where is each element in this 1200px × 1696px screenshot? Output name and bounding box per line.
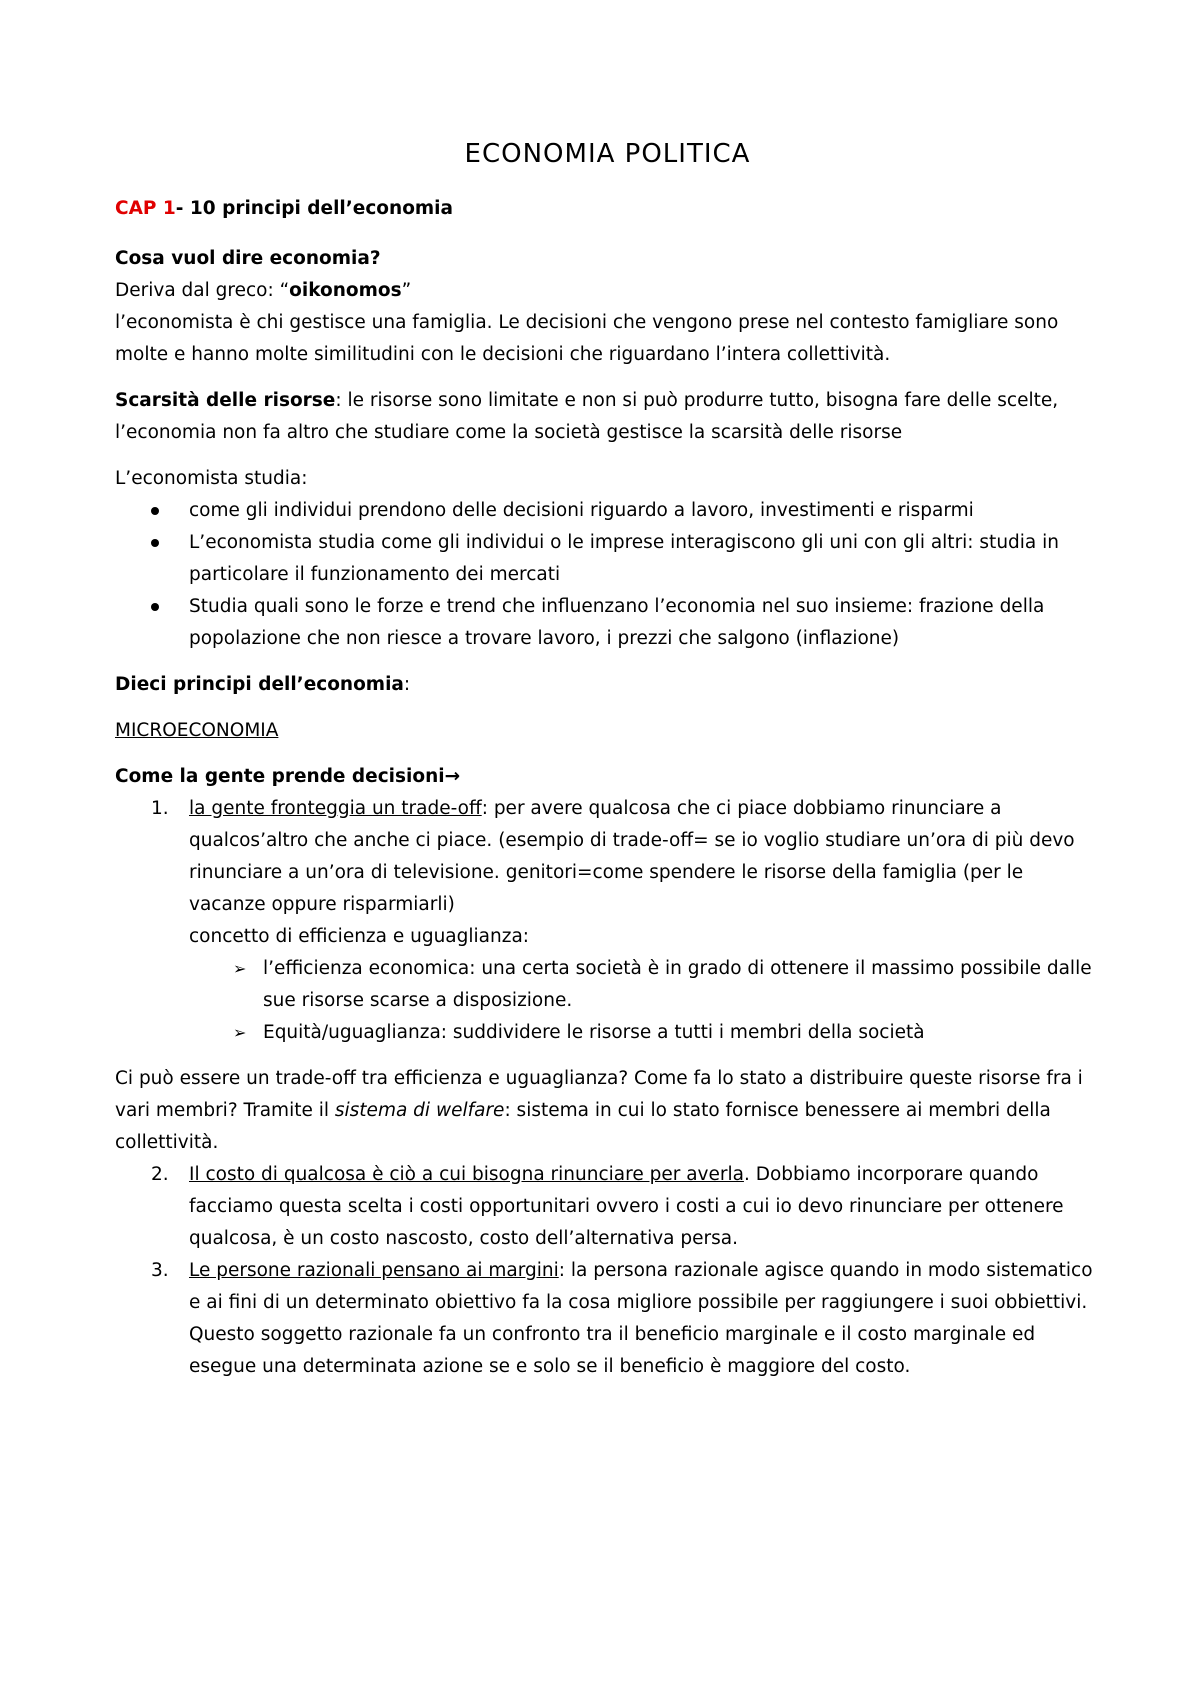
- concetto-line: concetto di efficienza e uguaglianza:: [189, 926, 530, 947]
- principle-number: 3.: [151, 1260, 169, 1281]
- principle-text: : la persona razionale agisce quando in modo sistematico e ai fini di un determinato obiettivo fa la cosa migliore possibile per raggiungere i suoi obbiettivi. Questo soggetto razionale fa un confronto tra il beneficio marginale e il costo marginale ed esegue una determinata azione se e solo se il beneficio è maggiore del costo.: [189, 1260, 1093, 1377]
- subpoints-list: [189, 953, 1100, 1049]
- chapter-heading: [115, 193, 1100, 225]
- subpoint-text: Equità/uguaglianza: suddividere le risorse a tutti i membri della società: [263, 1022, 925, 1043]
- dieci-colon: :: [403, 674, 411, 695]
- subpoint-text: l’efficienza economica: una certa società è in grado di ottenere il massimo possibile dalle sue risorse scarse a disposizione.: [263, 958, 1092, 1011]
- etymology-text: Deriva dal greco: “: [115, 280, 290, 301]
- studia-intro: L’economista studia:: [115, 468, 308, 489]
- welfare-paragraph: [115, 1063, 1100, 1159]
- studia-list: [115, 495, 1100, 655]
- dieci-heading: [115, 669, 1100, 701]
- principle-item-3: [151, 1255, 1100, 1383]
- welfare-text-after: : sistema in cui lo stato fornisce benessere ai membri della collettività.: [115, 1100, 1051, 1153]
- principles-list-1: [115, 793, 1100, 1049]
- chapter-number: CAP 1: [115, 198, 176, 219]
- arrowhead-icon: ➢: [233, 959, 247, 978]
- principle-number: 1.: [151, 798, 169, 819]
- list-item: Studia quali sono le forze e trend che influenzano l’economia nel suo insieme: frazione della popolazione che non riesce a trovare lavoro, i prezzi che salgono (inflazione): [189, 591, 1100, 655]
- principle-text: : per avere qualcosa che ci piace dobbiamo rinunciare a qualcos’altro che anche ci piace. (esempio di trade-off= se io voglio studiare un’ora di più devo rinunciare a un’ora di televisione. genitori=come spendere le risorse della famiglia (per le vacanze oppure risparmiarli): [189, 798, 1075, 915]
- principle-item-1: [151, 793, 1100, 1049]
- definition-paragraph: l’economista è chi gestisce una famiglia. Le decisioni che vengono prese nel contesto famigliare sono molte e hanno molte similitudini con le decisioni che riguardano l’intera collettività.: [115, 312, 1059, 365]
- principles-list-2: [115, 1159, 1100, 1383]
- principle-title: la gente fronteggia un trade-off: [189, 798, 482, 819]
- arrowhead-icon: ➢: [233, 1023, 247, 1042]
- document-title: ECONOMIA POLITICA: [464, 139, 751, 169]
- principle-text: . Dobbiamo incorporare quando facciamo questa scelta i costi opportunitari ovvero i costi a cui io devo rinunciare per ottenere qualcosa, è un costo nascosto, costo dell’alternativa persa.: [189, 1164, 1064, 1249]
- come-heading: [115, 761, 1100, 793]
- principle-title: Il costo di qualcosa è ciò a cui bisogna rinunciare per averla: [189, 1164, 744, 1185]
- list-item: L’economista studia come gli individui o le imprese interagiscono gli uni con gli altri: studia in particolare il funzionamento dei mercati: [189, 527, 1100, 591]
- etymology-word: oikonomos: [289, 280, 402, 301]
- chapter-title: - 10 principi dell’economia: [175, 198, 454, 219]
- etymology-line: [115, 275, 1100, 307]
- arrow-right-icon: →: [444, 766, 461, 787]
- come-text: Come la gente prende decisioni: [115, 766, 445, 787]
- welfare-term: sistema di welfare: [334, 1100, 505, 1121]
- scarsita-paragraph: [115, 385, 1100, 449]
- scarsita-text: : le risorse sono limitate e non si può produrre tutto, bisogna fare delle scelte, l’economia non fa altro che studiare come la società gestisce la scarsità delle risorse: [115, 390, 1059, 443]
- scarsita-label: Scarsità delle risorse: [115, 390, 336, 411]
- dieci-label: Dieci principi dell’economia: [115, 674, 404, 695]
- list-item: [233, 953, 1100, 1017]
- list-item: come gli individui prendono delle decisioni riguardo a lavoro, investimenti e risparmi: [189, 495, 1100, 527]
- question-heading: Cosa vuol dire economia?: [115, 248, 381, 269]
- list-item: [233, 1017, 1100, 1049]
- welfare-text-before: Ci può essere un trade-off tra efficienza e uguaglianza? Come fa lo stato a distribuire queste risorse fra i vari membri? Tramite il: [115, 1068, 1083, 1121]
- principle-number: 2.: [151, 1164, 169, 1185]
- micro-heading: MICROECONOMIA: [115, 720, 279, 741]
- etymology-close-quote: ”: [401, 280, 412, 301]
- principle-item-2: [151, 1159, 1100, 1255]
- principle-title: Le persone razionali pensano ai margini: [189, 1260, 559, 1281]
